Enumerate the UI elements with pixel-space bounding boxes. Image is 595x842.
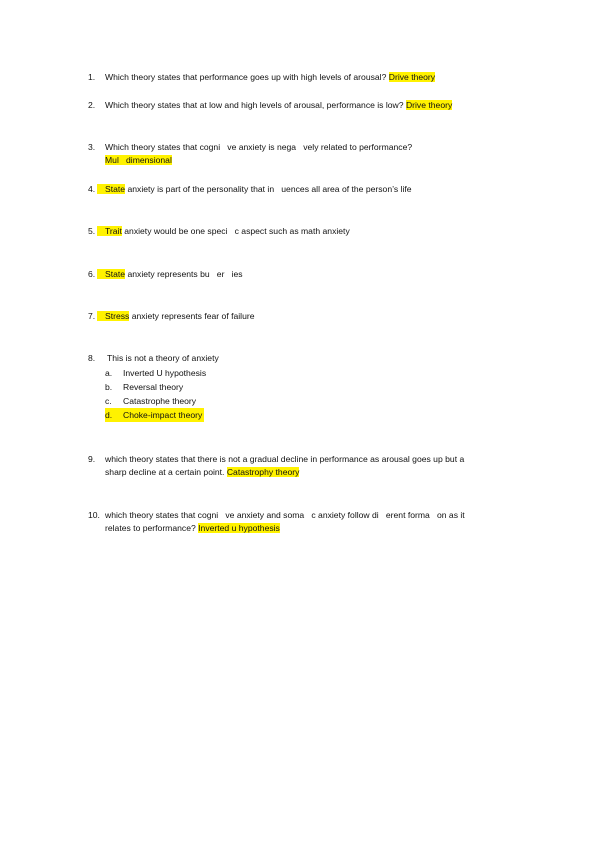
answer-highlight: Stress <box>97 311 129 321</box>
question-text: anxiety would be one speci c aspect such as math anxiety <box>121 226 350 236</box>
question-number: 8. <box>88 353 96 363</box>
answer-highlight: State <box>97 184 125 194</box>
question-text: which theory states that there is not a gradual decline in performance as arousal goes up but a <box>105 454 465 464</box>
question-text: anxiety represents fear of failure <box>129 311 255 321</box>
option-a <box>105 366 206 380</box>
question-text-cont: sharp decline at a certain point. <box>105 467 227 477</box>
answer-highlight: Inverted u hypothesis <box>198 523 280 533</box>
question-number: 2. <box>88 100 96 110</box>
option-label: Choke-impact theory <box>123 410 203 420</box>
option-letter: d. <box>105 410 113 420</box>
question-text-cont: relates to performance? <box>105 523 199 533</box>
question-8 <box>88 352 528 424</box>
option-label: Inverted U hypothesis <box>123 368 207 378</box>
question-text: Which theory states that performance goes up with high levels of arousal? <box>105 72 389 82</box>
option-letter: c. <box>105 396 112 406</box>
answer-highlight: Trait <box>97 226 122 236</box>
answer-highlight: Mul dimensional <box>105 155 172 165</box>
question-number: 3. <box>88 142 96 152</box>
answer-highlight: State <box>97 269 125 279</box>
option-b <box>105 380 183 394</box>
answer-highlight: Drive theory <box>388 72 436 82</box>
option-letter: b. <box>105 382 113 392</box>
question-number: 1. <box>88 72 96 82</box>
question-text: which theory states that cogni ve anxiety and soma c anxiety follow di erent forma on as it <box>105 510 465 520</box>
question-text: anxiety represents bu er ies <box>125 269 243 279</box>
question-text: anxiety is part of the personality that in uences all area of the person’s life <box>125 184 412 194</box>
question-number: 7. <box>88 311 96 321</box>
question-text: Which theory states that cogni ve anxiety is nega vely related to performance? <box>105 142 413 152</box>
option-c <box>105 394 196 408</box>
option-label: Reversal theory <box>123 382 184 392</box>
question-number: 9. <box>88 454 96 464</box>
question-text: Which theory states that at low and high levels of arousal, performance is low? <box>105 100 406 110</box>
option-d <box>105 408 204 422</box>
question-text: This is not a theory of anxiety <box>107 353 219 363</box>
answer-highlight: Drive theory <box>405 100 453 110</box>
answer-highlight: Catastrophy theory <box>226 467 300 477</box>
question-number: 4. <box>88 184 96 194</box>
question-number: 5. <box>88 226 96 236</box>
question-number: 6. <box>88 269 96 279</box>
question-number: 10. <box>88 510 100 520</box>
option-letter: a. <box>105 368 113 378</box>
option-label: Catastrophe theory <box>123 396 197 406</box>
